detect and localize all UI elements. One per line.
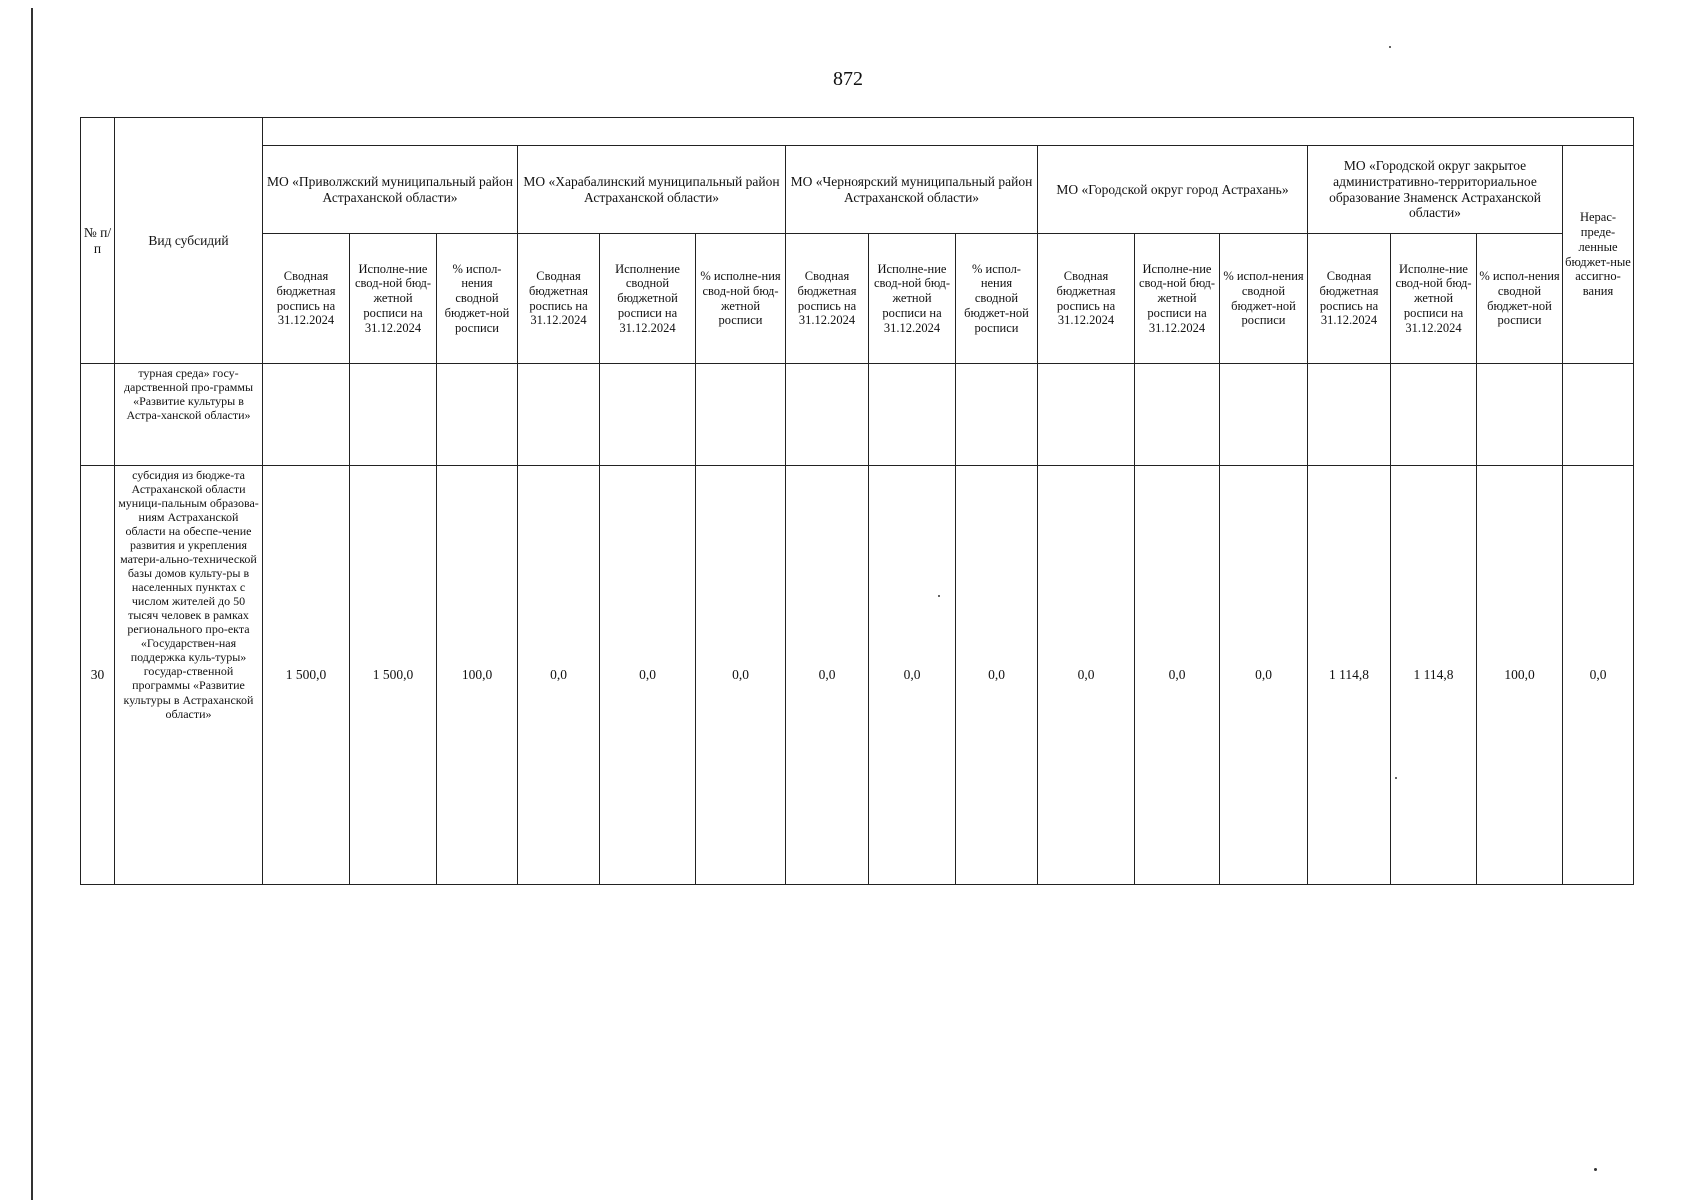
row-number: 30 xyxy=(81,466,115,885)
value-cell: 0,0 xyxy=(696,466,786,885)
sub-header-execution: Исполне-ние свод-ной бюд-жетной росписи на 31.12.2024 xyxy=(1391,234,1477,364)
value-cell: 0,0 xyxy=(1220,466,1308,885)
header-spacer xyxy=(263,118,1634,146)
sub-header-execution: Исполне-ние свод-ной бюд-жетной росписи на 31.12.2024 xyxy=(1135,234,1220,364)
row-number xyxy=(81,364,115,466)
value-cell xyxy=(1308,364,1391,466)
header-row-mo xyxy=(81,146,1634,234)
value-cell: 0,0 xyxy=(956,466,1038,885)
table-row xyxy=(81,364,1634,466)
value-cell xyxy=(1477,364,1563,466)
type-header: Вид субсидий xyxy=(115,118,263,364)
mo-header-znamensk: МО «Городской округ закрытое административно-территориальное образование Знаменск Астраханской области» xyxy=(1308,146,1563,234)
sub-header-plan: Сводная бюджетная роспись на 31.12.2024 xyxy=(518,234,600,364)
value-cell: 0,0 xyxy=(1563,466,1634,885)
sub-header-plan: Сводная бюджетная роспись на 31.12.2024 xyxy=(1308,234,1391,364)
value-cell: 0,0 xyxy=(869,466,956,885)
value-cell xyxy=(437,364,518,466)
mo-header-privolzhsky: МО «Приволжский муниципальный район Астраханской области» xyxy=(263,146,518,234)
sub-header-percent: % исполне-ния свод-ной бюд-жетной росписи xyxy=(696,234,786,364)
value-cell: 0,0 xyxy=(600,466,696,885)
unallocated-header: Нерас-преде-ленные бюджет-ные ассигно-вания xyxy=(1563,146,1634,364)
num-header: № п/п xyxy=(81,118,115,364)
scan-speck xyxy=(1389,46,1391,48)
value-cell xyxy=(1220,364,1308,466)
header-row-top xyxy=(81,118,1634,146)
value-cell: 0,0 xyxy=(1038,466,1135,885)
subsidy-description: субсидия из бюдже-та Астраханской области муници-пальным образова-ниям Астраханской области на обеспе-чение развития и укрепления матери-ально-технической базы домов культу-ры в населенных пунктах с числом жителей до 50 тысяч человек в рамках регионального про-екта «Государствен-ная поддержка куль-туры» государ-ственной программы «Развитие культуры в Астраханской области» xyxy=(115,466,263,885)
subsidy-description: турная среда» госу-дарственной про-граммы «Развитие культуры в Астра-ханской области» xyxy=(115,364,263,466)
sub-header-percent: % испол-нения сводной бюджет-ной росписи xyxy=(956,234,1038,364)
scan-speck xyxy=(1594,1168,1597,1171)
sub-header-percent: % испол-нения сводной бюджет-ной росписи xyxy=(1477,234,1563,364)
value-cell xyxy=(1135,364,1220,466)
scan-speck xyxy=(938,595,940,597)
value-cell: 0,0 xyxy=(518,466,600,885)
value-cell: 1 500,0 xyxy=(263,466,350,885)
value-cell: 100,0 xyxy=(1477,466,1563,885)
value-cell: 0,0 xyxy=(786,466,869,885)
sub-header-plan: Сводная бюджетная роспись на 31.12.2024 xyxy=(786,234,869,364)
value-cell: 1 500,0 xyxy=(350,466,437,885)
sub-header-execution: Исполне-ние свод-ной бюд-жетной росписи на 31.12.2024 xyxy=(869,234,956,364)
value-cell xyxy=(869,364,956,466)
sub-header-percent: % испол-нения сводной бюджет-ной росписи xyxy=(1220,234,1308,364)
value-cell xyxy=(1563,364,1634,466)
value-cell xyxy=(786,364,869,466)
mo-header-kharabalinsky: МО «Харабалинский муниципальный район Астраханской области» xyxy=(518,146,786,234)
value-cell xyxy=(696,364,786,466)
subsidy-table xyxy=(80,117,1634,885)
value-cell xyxy=(600,364,696,466)
value-cell xyxy=(956,364,1038,466)
value-cell: 1 114,8 xyxy=(1391,466,1477,885)
mo-header-chernoyarsky: МО «Черноярский муниципальный район Астраханской области» xyxy=(786,146,1038,234)
value-cell xyxy=(350,364,437,466)
sub-header-plan: Сводная бюджетная роспись на 31.12.2024 xyxy=(1038,234,1135,364)
header-row-sub xyxy=(81,234,1634,364)
mo-header-astrakhan-city: МО «Городской округ город Астрахань» xyxy=(1038,146,1308,234)
value-cell xyxy=(263,364,350,466)
sub-header-plan: Сводная бюджетная роспись на 31.12.2024 xyxy=(263,234,350,364)
value-cell xyxy=(518,364,600,466)
table-row xyxy=(81,466,1634,885)
sub-header-percent: % испол-нения сводной бюджет-ной росписи xyxy=(437,234,518,364)
value-cell xyxy=(1391,364,1477,466)
page-number: 872 xyxy=(833,68,863,90)
value-cell xyxy=(1038,364,1135,466)
scan-speck xyxy=(1395,777,1397,779)
left-margin-rule xyxy=(31,8,33,1200)
value-cell: 100,0 xyxy=(437,466,518,885)
value-cell: 0,0 xyxy=(1135,466,1220,885)
sub-header-execution: Исполне-ние свод-ной бюд-жетной росписи на 31.12.2024 xyxy=(350,234,437,364)
value-cell: 1 114,8 xyxy=(1308,466,1391,885)
sub-header-execution: Исполнение сводной бюджетной росписи на 31.12.2024 xyxy=(600,234,696,364)
